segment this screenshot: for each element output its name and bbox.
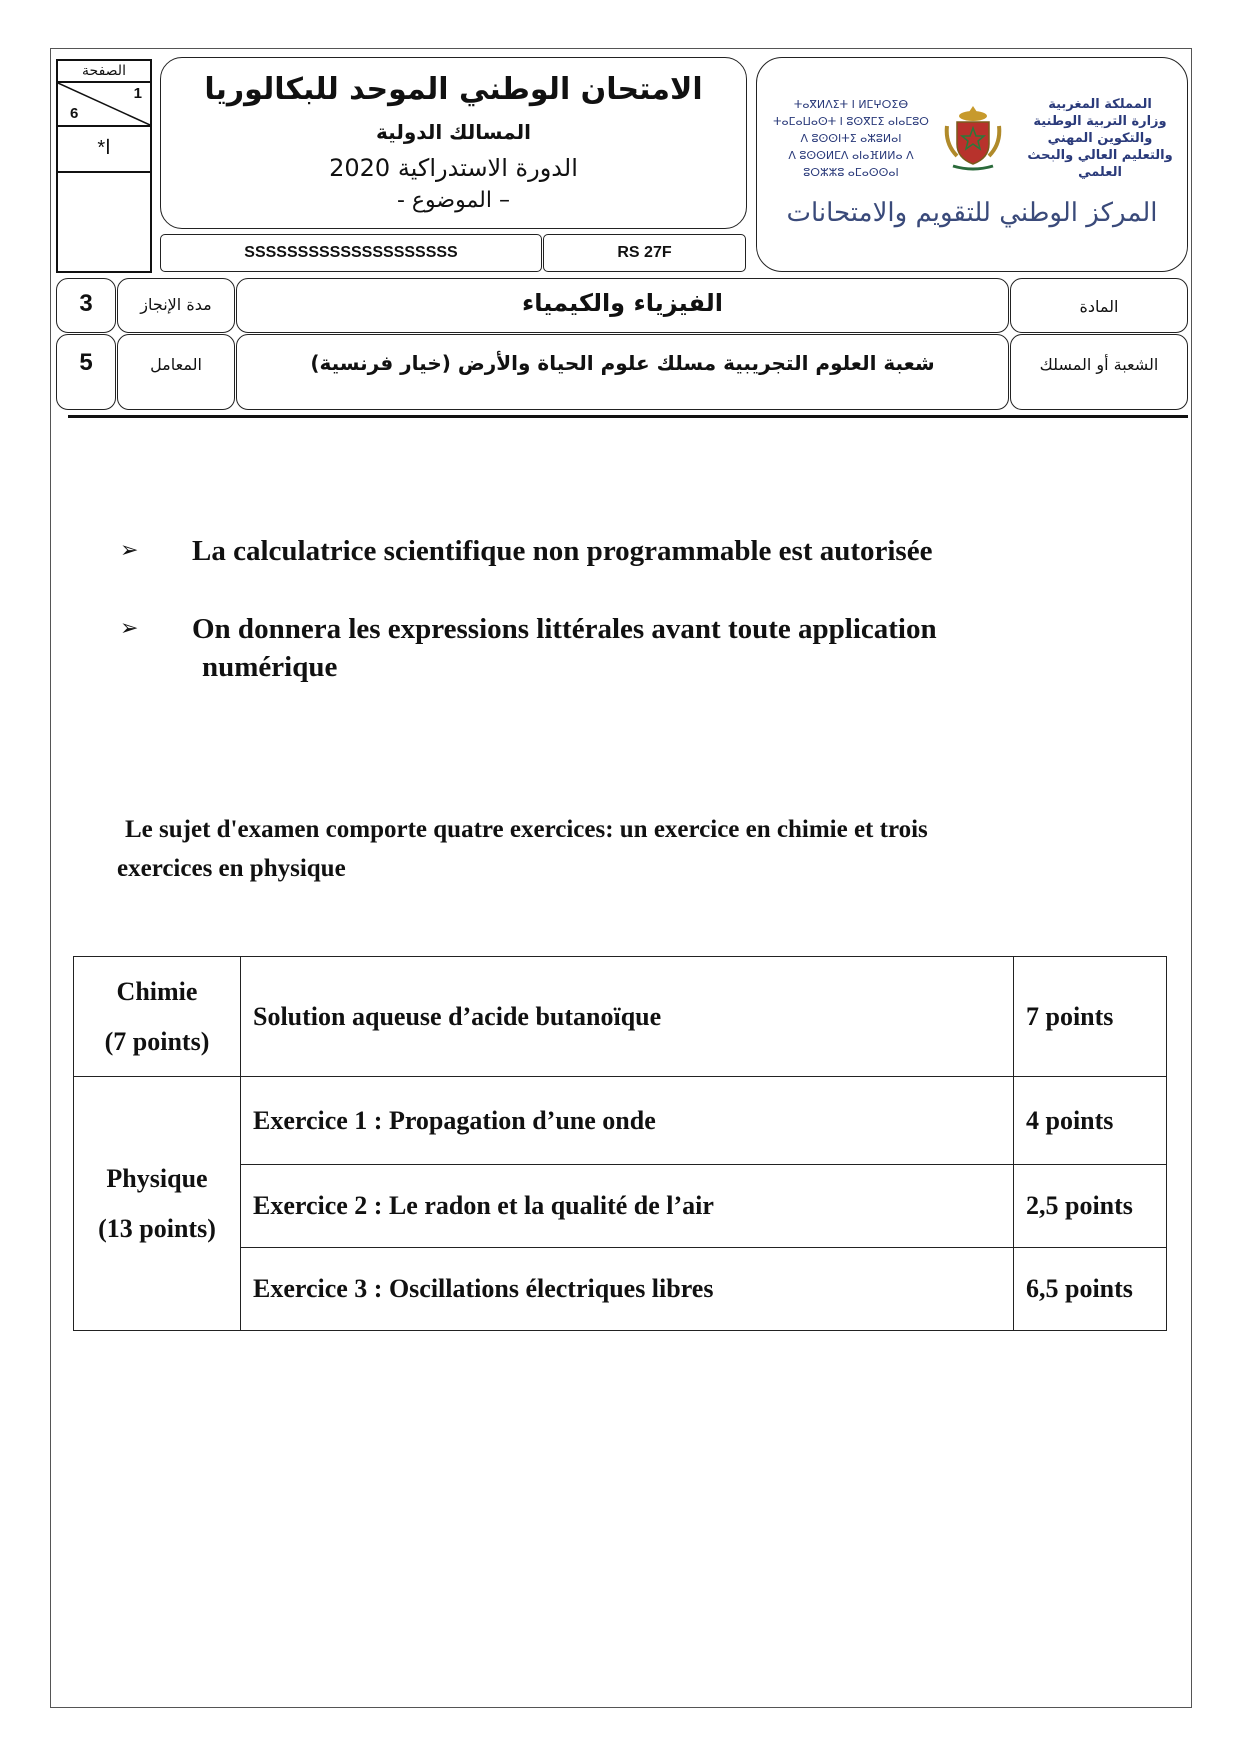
instruction-text: On donnera les expressions littérales avant toute application bbox=[192, 613, 937, 645]
page-current: 1 bbox=[133, 85, 142, 102]
physics-exercise-title: Exercice 3 : Oscillations électriques libres bbox=[241, 1248, 1014, 1331]
physics-exercise-points: 2,5 points bbox=[1014, 1165, 1167, 1248]
intro-line: Le sujet d'examen comporte quatre exercices: un exercice en chimie et trois bbox=[125, 816, 928, 843]
coefficient-value: 5 bbox=[79, 349, 93, 376]
coefficient-label: المعامل bbox=[150, 355, 202, 374]
chemistry-exercise-points: 7 points bbox=[1014, 957, 1167, 1077]
page-label: الصفحة bbox=[82, 63, 126, 79]
physics-exercise-title: Exercice 2 : Le radon et la qualité de l’air bbox=[241, 1165, 1014, 1248]
subject-value: الفيزياء والكيمياء bbox=[522, 289, 723, 317]
branch-value-cell bbox=[236, 334, 1009, 410]
exam-session: الدورة الاستدراكية 2020 bbox=[329, 154, 578, 182]
physics-exercise-title: Exercice 1 : Propagation d’une onde bbox=[241, 1077, 1014, 1165]
page-count-cell bbox=[58, 81, 150, 127]
exam-track: المسالك الدولية bbox=[376, 120, 531, 144]
coefficient-label-cell bbox=[117, 334, 235, 410]
subject-label: المادة bbox=[1079, 297, 1119, 316]
physics-name: Physique bbox=[106, 1163, 208, 1193]
exam-intro bbox=[117, 810, 1077, 888]
branch-label: الشعبة أو المسلك bbox=[1039, 355, 1159, 374]
instructions-list bbox=[120, 532, 1080, 726]
duration-label-cell bbox=[117, 278, 235, 333]
ministry-logo-box bbox=[756, 57, 1188, 272]
document-type: - الموضوع – bbox=[396, 188, 510, 213]
exam-title: الامتحان الوطني الموحد للبكالوريا bbox=[204, 72, 703, 107]
series-code: SSSSSSSSSSSSSSSSSSSS bbox=[160, 234, 542, 272]
duration-value-cell bbox=[56, 278, 116, 333]
duration-label: مدة الإنجاز bbox=[140, 295, 212, 314]
coefficient-value-cell bbox=[56, 334, 116, 410]
chemistry-name: Chimie bbox=[116, 976, 198, 1006]
chemistry-points: (7 points) bbox=[104, 1026, 210, 1056]
moroccan-coat-of-arms-icon bbox=[943, 102, 1003, 172]
instruction-text-continued: numérique bbox=[202, 651, 338, 683]
logo-arabic-text: المملكة المغربية وزارة التربية الوطنية والتكوين المهني والتعليم العالي والبحث العلمي bbox=[1027, 97, 1173, 180]
subject-value-cell bbox=[236, 278, 1009, 333]
reference-code: RS 27F bbox=[543, 234, 746, 272]
physics-exercise-points: 6,5 points bbox=[1014, 1248, 1167, 1331]
instruction-item bbox=[120, 532, 1080, 570]
logo-tifinagh-text: ⵜⴰⴳⵍⴷⵉⵜ ⵏ ⵍⵎⵖⵔⵉⴱ ⵜⴰⵎⴰⵡⴰⵙⵜ ⵏ ⵓⵙⴳⵎⵉ ⴰⵏⴰⵎⵓⵔ ⴷ ⵓⵙⵙⵏⵜⵉ ⴰⵣⵓⵍⴰⵏ ⴷ ⵓⵙⵙⵍⵎⴷ ⴰⵏⴰⴼⵍⵍⴰ ⴷ ⵓⵔⵣⵣⵓ ⴰⵎⴰⵙⵙⴰⵏ bbox=[773, 98, 929, 179]
version-mark: *ا bbox=[58, 127, 150, 173]
subject-label-cell bbox=[1010, 278, 1188, 333]
exam-title-box bbox=[160, 57, 747, 229]
chemistry-exercise-title: Solution aqueuse d’acide butanoïque bbox=[241, 957, 1014, 1077]
arrow-bullet-icon: ➢ bbox=[120, 616, 139, 641]
physics-category-cell bbox=[74, 1077, 241, 1331]
branch-value: شعبة العلوم التجريبية مسلك علوم الحياة والأرض (خيار فرنسية) bbox=[310, 351, 935, 375]
chemistry-category-cell bbox=[74, 957, 241, 1077]
table-row bbox=[74, 957, 1167, 1077]
page-total: 6 bbox=[70, 105, 79, 122]
physics-points: (13 points) bbox=[98, 1213, 216, 1243]
instruction-item bbox=[120, 610, 1080, 686]
branch-label-cell bbox=[1010, 334, 1188, 410]
evaluation-center-name: المركز الوطني للتقويم والامتحانات bbox=[786, 198, 1158, 228]
intro-line: exercices en physique bbox=[117, 855, 346, 882]
page-number-box bbox=[56, 59, 152, 273]
table-row bbox=[74, 1077, 1167, 1165]
arrow-bullet-icon: ➢ bbox=[120, 538, 139, 563]
instruction-text: La calculatrice scientifique non programmable est autorisée bbox=[192, 535, 933, 567]
header-divider bbox=[68, 415, 1188, 418]
exercise-summary-table bbox=[73, 956, 1167, 1331]
physics-exercise-points: 4 points bbox=[1014, 1077, 1167, 1165]
duration-value: 3 bbox=[79, 290, 93, 317]
